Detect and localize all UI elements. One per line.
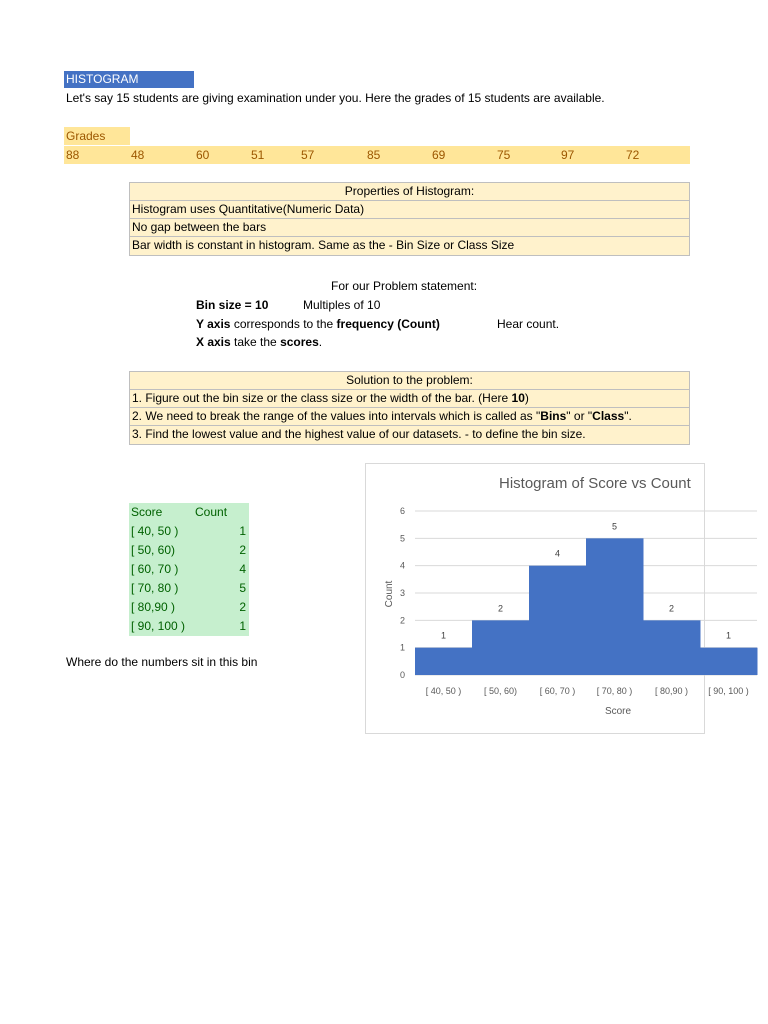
y-tick-label: 4 [399, 560, 405, 571]
x-tick-label: [ 50, 60) [483, 686, 518, 696]
histogram-title: HISTOGRAM [64, 71, 194, 88]
properties-item: Histogram uses Quantitative(Numeric Data) [130, 201, 689, 219]
step-1-text: 1. Figure out the bin size or the class size or the width of the bar. (Here [132, 391, 512, 405]
grades-row [64, 146, 690, 164]
grade-cell: 75 [497, 148, 511, 162]
histogram-bar [529, 566, 587, 675]
y-tick-label: 3 [399, 588, 405, 598]
x-axis-term: X axis [196, 335, 231, 349]
bin-cell: [ 60, 70 ) [131, 562, 179, 576]
y-axis-note: Hear count. [497, 317, 560, 331]
bar-data-label: 1 [440, 630, 447, 641]
scores-term: scores [280, 335, 319, 349]
grades-label: Grades [64, 127, 130, 145]
solution-step-3: 3. Find the lowest value and the highest value of our datasets. - to define the bin size. [132, 427, 586, 441]
solution-step-1 [130, 390, 689, 408]
bar-data-label: 2 [497, 603, 504, 614]
properties-box [129, 182, 690, 256]
histogram-plot [365, 463, 749, 734]
y-axis-term: Y axis [196, 317, 231, 331]
grade-cell: 72 [626, 148, 640, 162]
step-2-end: ". [624, 409, 632, 423]
table-row [129, 579, 249, 598]
table-row [129, 522, 249, 541]
properties-item: No gap between the bars [130, 219, 689, 237]
properties-item: Bar width is constant in histogram. Same as the - Bin Size or Class Size [132, 238, 515, 252]
histogram-bar [643, 620, 701, 675]
table-row [129, 598, 249, 617]
histogram-bar [415, 648, 473, 675]
x-axis-text: take the [230, 335, 281, 349]
histogram-bar [472, 620, 530, 675]
x-tick-label: [ 70, 80 ) [596, 686, 633, 696]
count-cell: 2 [239, 543, 246, 557]
frequency-term: frequency (Count) [336, 317, 440, 331]
grade-cell: 48 [131, 148, 145, 162]
solution-step-2 [130, 408, 689, 426]
bin-cell: [ 80,90 ) [131, 600, 176, 614]
table-row [129, 617, 249, 636]
bin-size-note: Multiples of 10 [303, 298, 381, 312]
y-tick-label: 6 [399, 506, 405, 516]
histogram-chart[interactable] [365, 463, 749, 734]
count-cell: 4 [239, 562, 246, 576]
bar-data-label: 5 [611, 521, 618, 532]
bins-term: Bins [540, 409, 567, 423]
bin-cell: [ 90, 100 ) [131, 619, 186, 633]
grade-cell: 88 [66, 148, 80, 162]
histogram-bar [586, 538, 644, 675]
properties-heading: Properties of Histogram: [130, 183, 689, 201]
step-2-text: 2. We need to break the range of the values into intervals which is called as " [132, 409, 541, 423]
solution-box [129, 371, 690, 445]
bin-cell: [ 70, 80 ) [131, 581, 179, 595]
step-1-end: ) [524, 391, 529, 405]
count-cell: 2 [239, 600, 246, 614]
count-header: Count [195, 505, 228, 519]
bar-data-label: 2 [668, 603, 675, 614]
grade-cell: 51 [251, 148, 265, 162]
y-tick-label: 0 [399, 670, 405, 680]
bar-data-label: 1 [725, 630, 732, 641]
grade-cell: 69 [432, 148, 446, 162]
step-1-value: 10 [511, 391, 525, 405]
chart-title: Histogram of Score vs Count [499, 475, 691, 492]
x-axis-label: Score [604, 706, 632, 717]
x-axis-line [196, 333, 322, 351]
x-axis-end: . [318, 335, 323, 349]
table-row [129, 541, 249, 560]
x-tick-label: [ 40, 50 ) [425, 686, 462, 696]
grade-cell: 85 [367, 148, 381, 162]
x-tick-label: [ 60, 70 ) [539, 686, 576, 696]
intro-text: Let's say 15 students are giving examination under you. Here the grades of 15 students are available. [66, 91, 605, 105]
count-cell: 1 [239, 524, 246, 538]
count-cell: 5 [239, 581, 246, 595]
bin-question-note: Where do the numbers sit in this bin [66, 655, 258, 669]
bar-data-label: 4 [554, 548, 561, 559]
bin-cell: [ 50, 60) [131, 543, 176, 557]
bin-cell: [ 40, 50 ) [131, 524, 179, 538]
score-header: Score [131, 505, 163, 519]
x-tick-label: [ 80,90 ) [654, 686, 689, 696]
table-header-row [129, 503, 249, 522]
table-row [129, 560, 249, 579]
solution-heading: Solution to the problem: [130, 372, 689, 390]
histogram-bar [700, 648, 758, 675]
count-cell: 1 [239, 619, 246, 633]
grade-cell: 97 [561, 148, 575, 162]
y-tick-label: 5 [399, 533, 405, 544]
grade-cell: 60 [196, 148, 210, 162]
y-axis-text: corresponds to the [230, 317, 337, 331]
score-count-table [129, 503, 249, 636]
y-tick-label: 1 [399, 642, 405, 653]
step-2-mid: " or " [566, 409, 593, 423]
class-term: Class [592, 409, 625, 423]
bin-size-label: Bin size = 10 [196, 298, 269, 312]
y-axis-line [196, 315, 440, 333]
grade-cell: 57 [301, 148, 315, 162]
x-tick-label: [ 90, 100 ) [708, 686, 749, 696]
y-tick-label: 2 [399, 615, 405, 626]
y-axis-label: Count [384, 580, 395, 608]
statement-heading: For our Problem statement: [331, 279, 478, 293]
